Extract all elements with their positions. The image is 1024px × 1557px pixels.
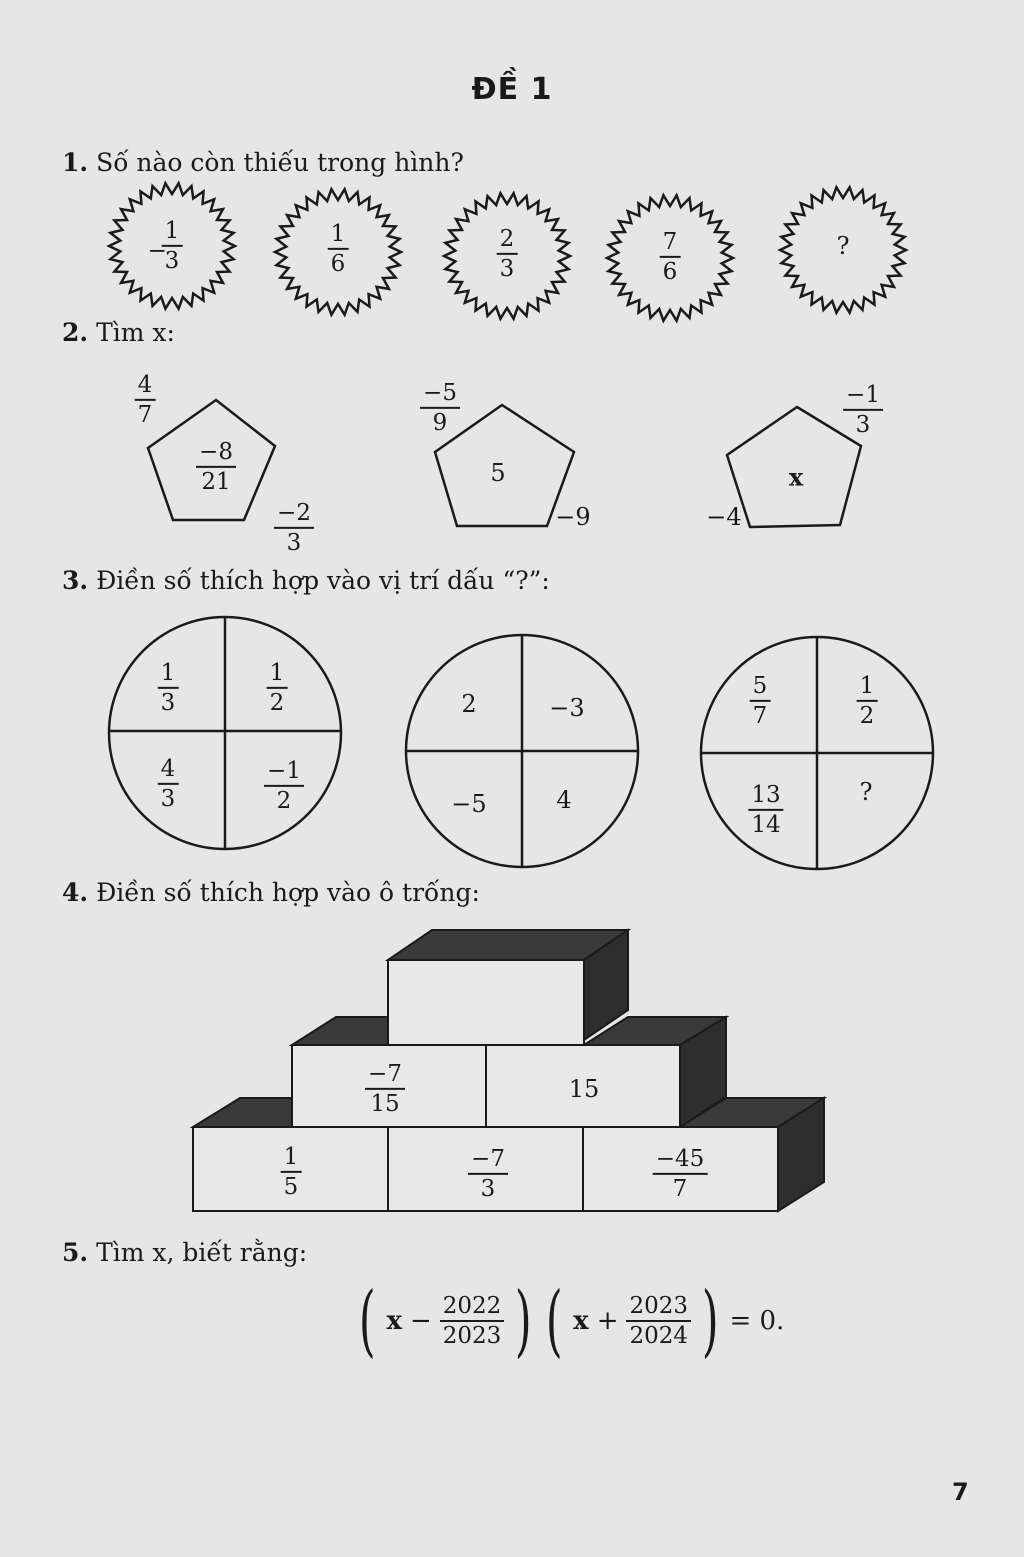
question-4-number: 4.: [62, 878, 89, 907]
denominator: 7: [752, 703, 768, 729]
sun-4-value: [660, 230, 681, 284]
pentagon-3-bottom-left: −4: [706, 503, 742, 531]
sun-2-numerator: 1: [330, 220, 346, 247]
denominator: 3: [286, 530, 302, 556]
question-5-number: 5.: [62, 1238, 89, 1267]
pyramid-bottom-cell-2: [468, 1147, 508, 1201]
circle-3-top-right: [857, 674, 878, 728]
question-3-number: 3.: [62, 566, 89, 595]
pentagon-2-top-left: [420, 381, 460, 435]
pyramid-bottom-cell-3: [653, 1147, 708, 1201]
numerator: 5: [752, 672, 768, 699]
circle-1-top-left: [158, 661, 179, 715]
pentagon-3-top-right: [843, 383, 883, 437]
question-4: [62, 878, 480, 907]
numerator: 1: [269, 659, 285, 686]
numerator: −8: [199, 438, 233, 465]
right-paren: ): [701, 1276, 719, 1366]
sun-5-value: ?: [836, 232, 850, 260]
circle-1: [109, 617, 341, 849]
left-paren: (: [358, 1276, 376, 1366]
numerator: 1: [160, 659, 176, 686]
circle-2-bottom-left: −5: [451, 790, 487, 818]
circle-3-bottom-left: [748, 783, 783, 837]
question-1-number: 1.: [62, 148, 89, 177]
denominator: 3: [480, 1176, 496, 1202]
sun-3-numerator: 2: [499, 225, 515, 252]
denominator: 7: [137, 402, 153, 428]
pentagon-2-bottom-right: −9: [555, 503, 591, 531]
sun-1-denominator: 3: [164, 248, 180, 274]
denominator: 3: [160, 690, 176, 716]
sun-1-value: [147, 217, 183, 274]
equation-frac-1: [440, 1294, 505, 1348]
equation-var: x: [573, 1306, 589, 1336]
equation-frac-2: [626, 1294, 691, 1348]
question-3-text: Điền số thích hợp vào vị trí dấu “?”:: [96, 566, 550, 595]
numerator: −45: [655, 1145, 705, 1172]
denominator: 5: [283, 1174, 299, 1200]
question-2-text: Tìm x:: [96, 318, 175, 347]
denominator: 2: [276, 788, 292, 814]
question-3: [62, 566, 550, 595]
denominator: 3: [160, 786, 176, 812]
sun-2-value: [328, 222, 349, 276]
numerator: −1: [267, 757, 301, 784]
circle-2: [406, 635, 638, 867]
numerator: −2: [277, 499, 311, 526]
circle-1-bottom-right: [264, 759, 304, 813]
equation: [352, 1276, 788, 1366]
numerator: 2022: [442, 1292, 502, 1319]
numerator: 4: [137, 371, 153, 398]
pyramid-middle-cell-2: 15: [568, 1075, 600, 1103]
right-paren: ): [515, 1276, 532, 1366]
denominator: 21: [201, 469, 231, 495]
equation-plus: +: [596, 1306, 619, 1336]
question-5: [62, 1238, 307, 1267]
sun-1-numerator: 1: [164, 217, 180, 244]
numerator: 4: [160, 755, 176, 782]
circle-2-top-right: −3: [549, 694, 585, 722]
pentagon-1-bottom-right: [274, 501, 314, 555]
circle-1-top-right: [267, 661, 288, 715]
pentagon-2-center: 5: [490, 459, 506, 487]
denominator: 15: [370, 1091, 400, 1117]
question-5-text: Tìm x, biết rằng:: [96, 1238, 308, 1267]
sun-4-numerator: 7: [662, 228, 678, 255]
numerator: −7: [471, 1145, 505, 1172]
question-2-number: 2.: [62, 318, 89, 347]
denominator: 9: [432, 410, 448, 436]
circle-2-top-left: 2: [461, 690, 477, 718]
circle-1-bottom-left: [158, 757, 179, 811]
page-number: 7: [952, 1478, 969, 1506]
pentagon-3-center: x: [788, 462, 804, 492]
sun-4-denominator: 6: [662, 259, 678, 285]
pentagon-1-top-left: [135, 373, 156, 427]
sun-3-value: [497, 227, 518, 281]
equation-rhs: = 0.: [729, 1306, 785, 1336]
question-2: [62, 318, 175, 347]
pyramid-bottom-cell-1: [281, 1145, 302, 1199]
circle-3-top-left: [750, 674, 771, 728]
page-title: ĐỀ 1: [471, 72, 553, 107]
numerator: −7: [368, 1060, 402, 1087]
equation-minus: −: [409, 1306, 432, 1336]
equation-var: x: [386, 1306, 402, 1336]
denominator: 2023: [442, 1323, 502, 1349]
circle-2-bottom-right: 4: [556, 786, 572, 814]
sun-1-sign: −: [147, 237, 167, 264]
circle-3: [701, 637, 933, 869]
pentagon-1-center: [196, 440, 236, 494]
denominator: 7: [672, 1176, 688, 1202]
numerator: 1: [859, 672, 875, 699]
denominator: 2024: [629, 1323, 689, 1349]
numerator: 13: [751, 781, 781, 808]
numerator: 1: [283, 1143, 299, 1170]
sun-3-denominator: 3: [499, 256, 515, 282]
numerator: −5: [423, 379, 457, 406]
question-4-text: Điền số thích hợp vào ô trống:: [96, 878, 480, 907]
left-paren: (: [545, 1276, 563, 1366]
denominator: 3: [855, 412, 871, 438]
sun-2-denominator: 6: [330, 251, 346, 277]
denominator: 2: [269, 690, 285, 716]
denominator: 2: [859, 703, 875, 729]
pyramid-middle-cell-1: [365, 1062, 405, 1116]
numerator: 2023: [629, 1292, 689, 1319]
circle-3-bottom-right: ?: [859, 778, 873, 806]
numerator: −1: [846, 381, 880, 408]
denominator: 14: [751, 812, 781, 838]
question-1-text: Số nào còn thiếu trong hình?: [96, 148, 464, 177]
